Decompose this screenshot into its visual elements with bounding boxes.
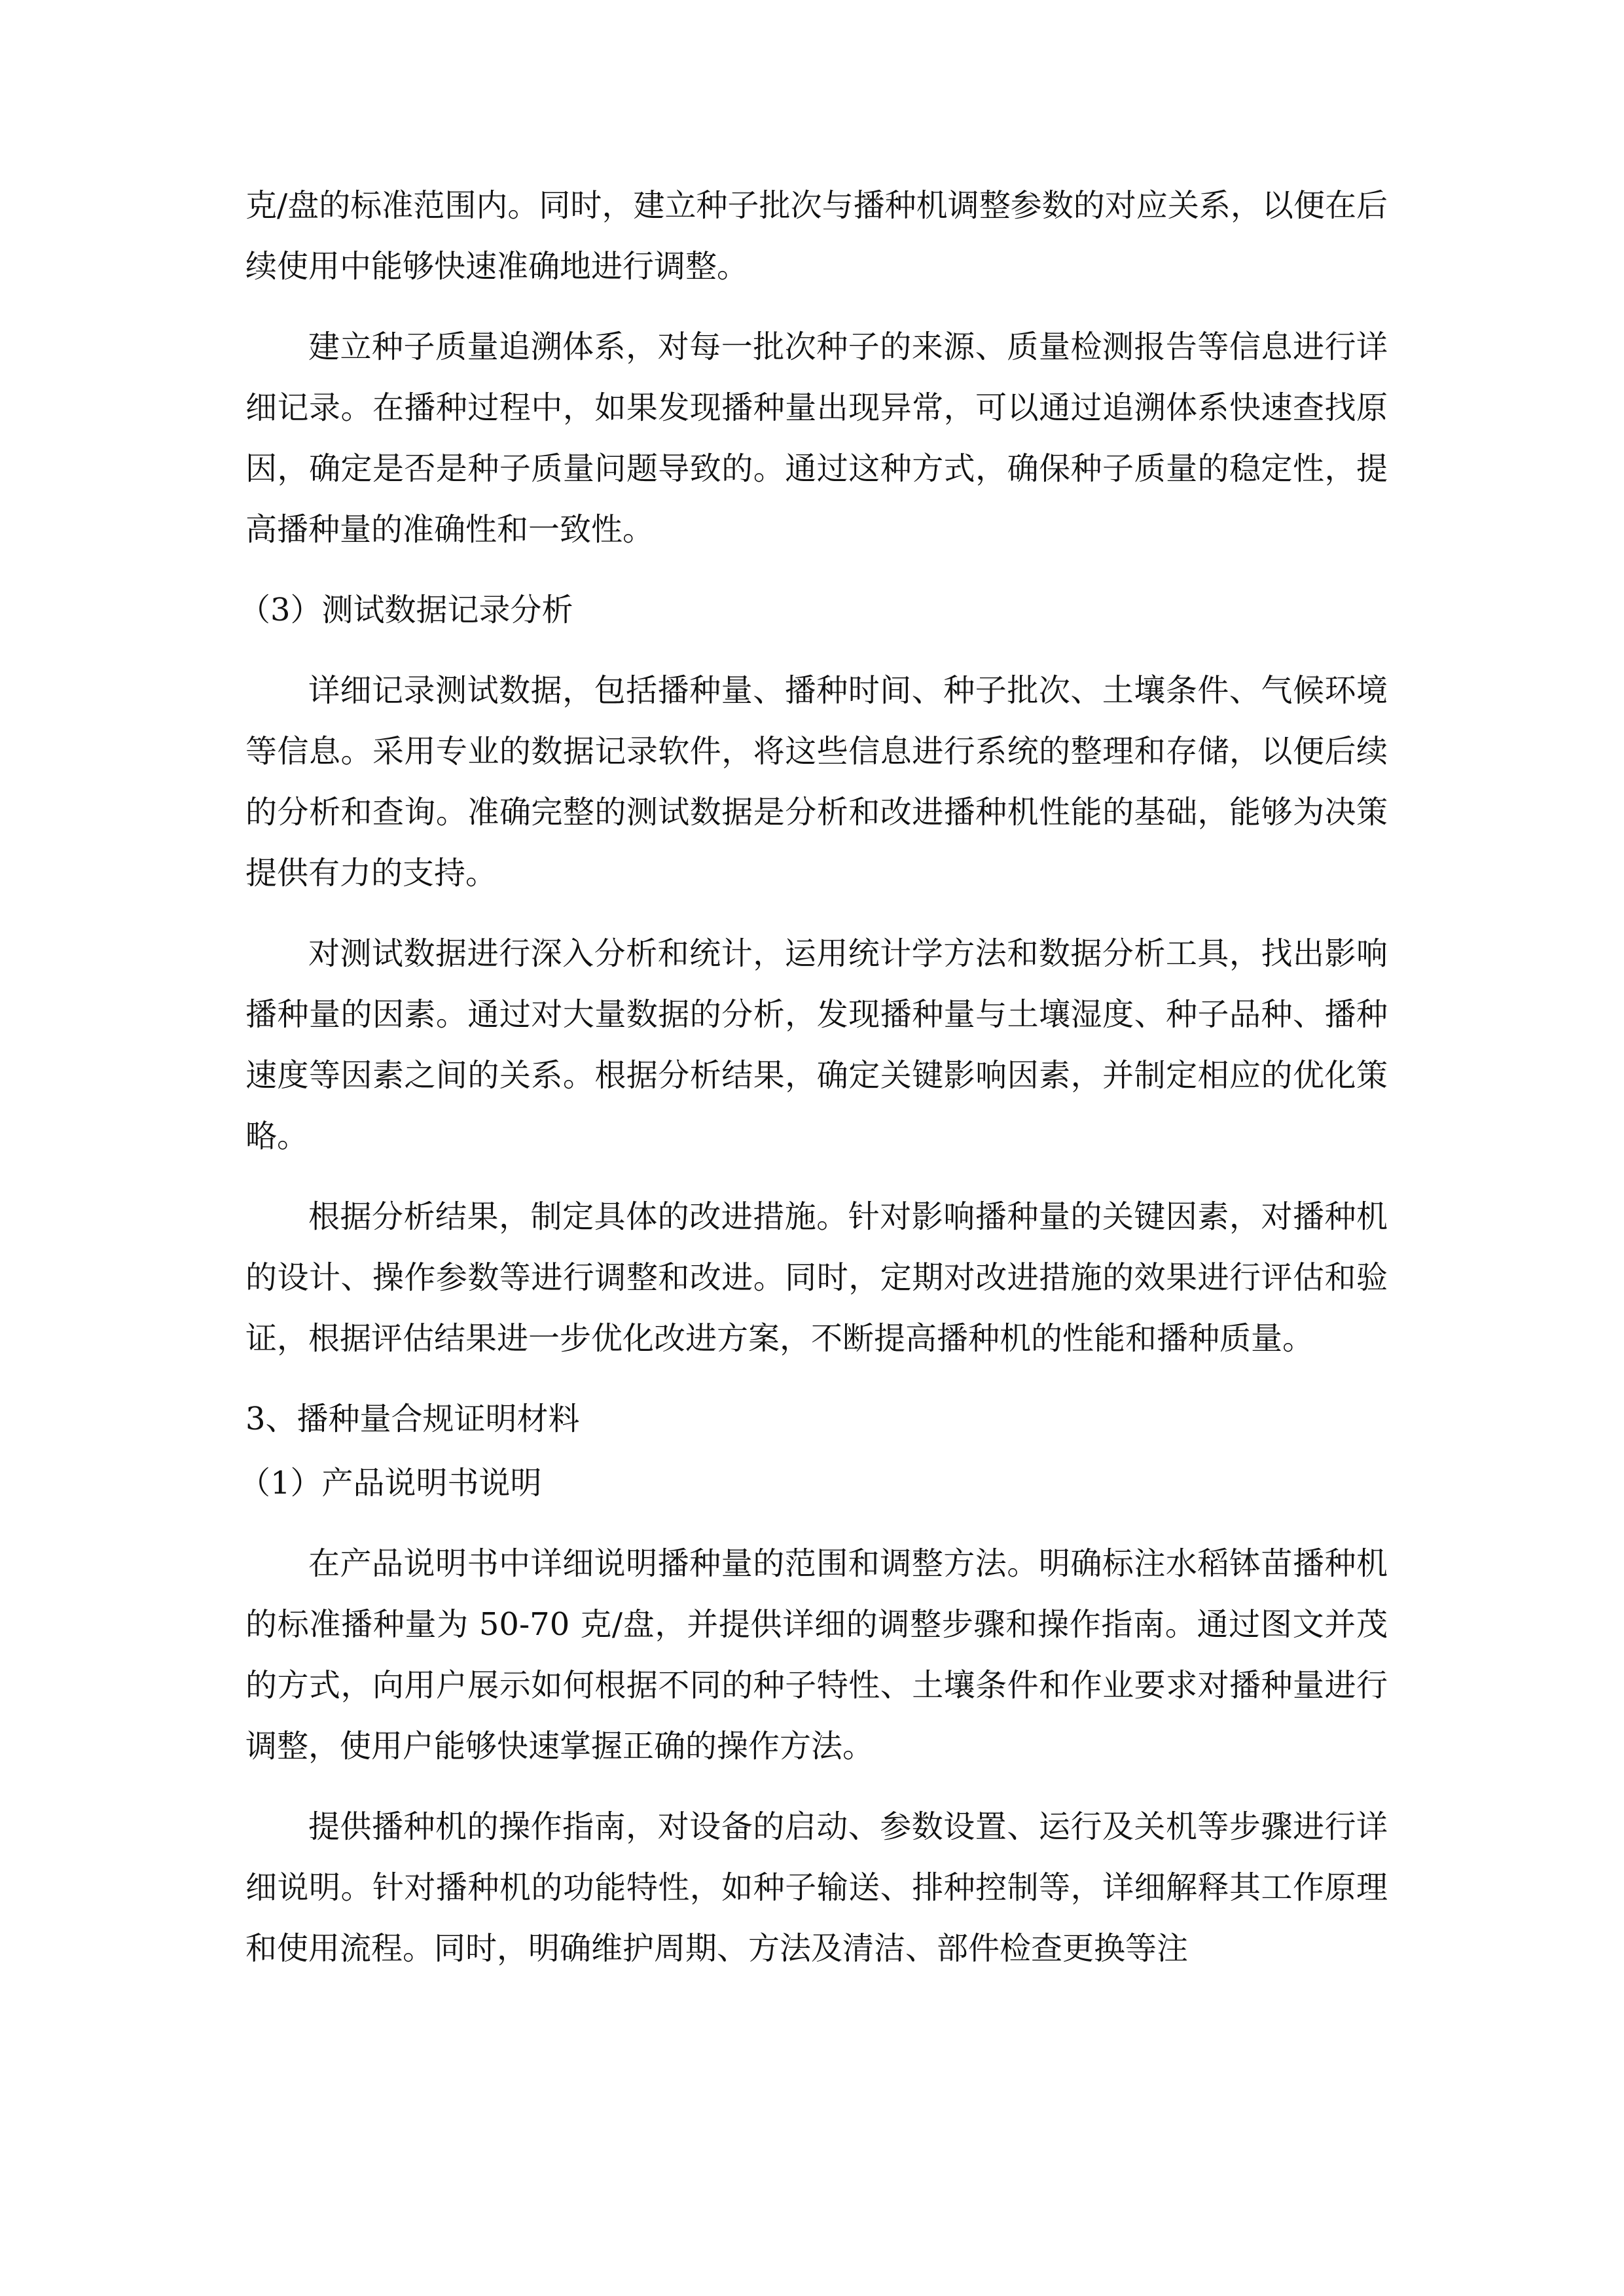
paragraph-seed-traceability: 建立种子质量追溯体系，对每一批次种子的来源、质量检测报告等信息进行详细记录。在播种过程中，如果发现播种量出现异常，可以通过追溯体系快速查找原因，确定是否是种子质量问题导致的。通过这种方式，确保种子质量的稳定性，提高播种量的准确性和一致性。 bbox=[245, 329, 1388, 548]
subheading-test-data-analysis: （3）测试数据记录分析 bbox=[239, 592, 573, 628]
paragraph-improvement-measures: 根据分析结果，制定具体的改进措施。针对影响播种量的关键因素，对播种机的设计、操作参数等进行调整和改进。同时，定期对改进措施的效果进行评估和验证，根据评估结果进一步优化改进方案，不断提高播种机的性能和播种质量。 bbox=[245, 1198, 1388, 1357]
heading-compliance-materials: 3、播种量合规证明材料 bbox=[245, 1401, 580, 1437]
paragraph-analyze-statistics: 对测试数据进行深入分析和统计，运用统计学方法和数据分析工具，找出影响播种量的因素。通过对大量数据的分析，发现播种量与土壤湿度、种子品种、播种速度等因素之间的关系。根据分析结果，确定关键影响因素，并制定相应的优化策略。 bbox=[245, 935, 1388, 1155]
paragraph-continued: 克/盘的标准范围内。同时，建立种子批次与播种机调整参数的对应关系，以便在后续使用中能够快速准确地进行调整。 bbox=[245, 187, 1388, 285]
paragraph-record-test-data: 详细记录测试数据，包括播种量、播种时间、种子批次、土壤条件、气候环境等信息。采用专业的数据记录软件，将这些信息进行系统的整理和存储，以便后续的分析和查询。准确完整的测试数据是分析和改进播种机性能的基础，能够为决策提供有力的支持。 bbox=[245, 672, 1388, 891]
document-body bbox=[239, 175, 1388, 1999]
paragraph-operation-guide: 提供播种机的操作指南，对设备的启动、参数设置、运行及关机等步骤进行详细说明。针对播种机的功能特性，如种子输送、排种控制等，详细解释其工作原理和使用流程。同时，明确维护周期、方法及清洁、部件检查更换等注 bbox=[245, 1808, 1388, 1967]
subheading-product-manual: （1）产品说明书说明 bbox=[239, 1465, 542, 1501]
paragraph-manual-seeding-range: 在产品说明书中详细说明播种量的范围和调整方法。明确标注水稻钵苗播种机的标准播种量为 50-70 克/盘，并提供详细的调整步骤和操作指南。通过图文并茂的方式，向用户展示如何根据不同的种子特性、土壤条件和作业要求对播种量进行调整，使用户能够快速掌握正确的操作方法。 bbox=[245, 1545, 1388, 1765]
